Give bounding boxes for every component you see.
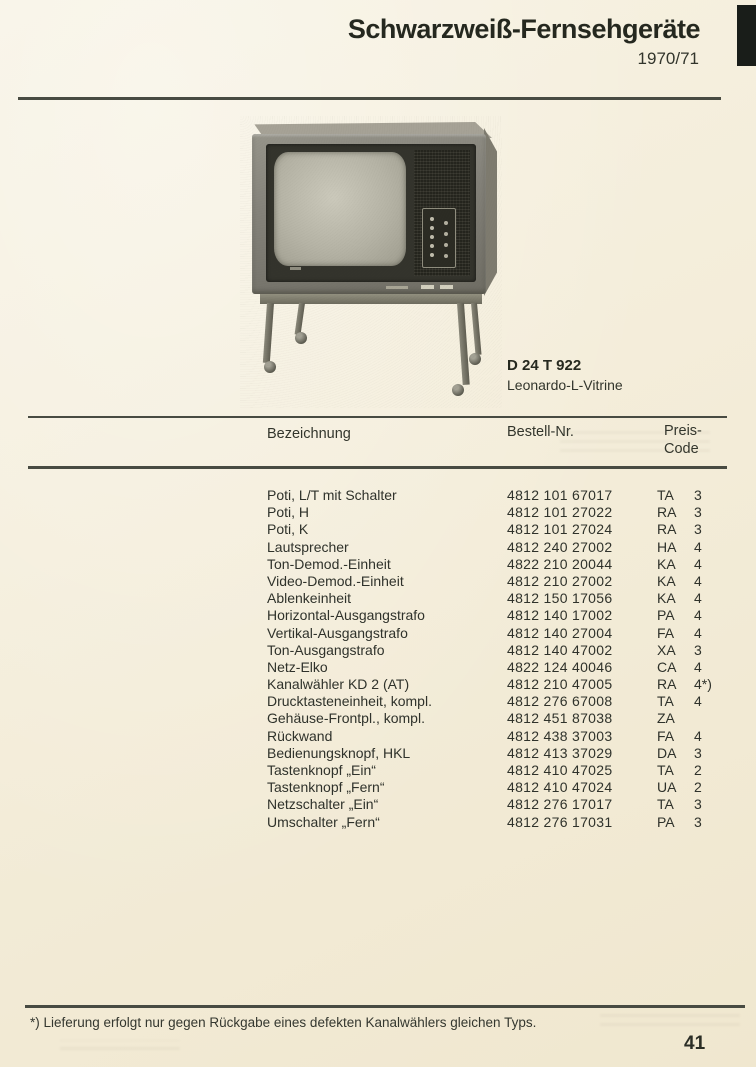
- footer-rule: [25, 1005, 745, 1008]
- price-code: TA: [657, 487, 674, 503]
- price-code: UA: [657, 779, 677, 796]
- order-number: 4812 101 27022: [507, 504, 613, 521]
- price-code-number: 4: [694, 607, 702, 624]
- order-number: 4812 451 87038: [507, 710, 613, 727]
- price-code-number: 3: [694, 521, 702, 538]
- part-name: Lautsprecher: [267, 538, 349, 555]
- part-name: Umschalter „Fern“: [267, 813, 380, 830]
- order-number: 4812 140 17002: [507, 607, 613, 624]
- order-number: 4812 150 17056: [507, 590, 613, 607]
- table-row: [267, 573, 732, 590]
- price-code: PA: [657, 607, 675, 624]
- table-row: [267, 607, 732, 624]
- price-code-number: 3: [694, 796, 702, 813]
- price-code: ZA: [657, 710, 675, 727]
- bleed-through-smudge: [600, 1014, 740, 1026]
- footnote: *) Lieferung erfolgt nur gegen Rückgabe eines defekten Kanalwählers gleichen Typs.: [30, 1015, 537, 1030]
- part-name: Rückwand: [267, 727, 333, 744]
- part-name: Vertikal-Ausgangstrafo: [267, 624, 408, 641]
- part-name: Gehäuse-Frontpl., kompl.: [267, 710, 425, 727]
- part-name: Ablenkeinheit: [267, 590, 352, 607]
- price-code-number: 4: [694, 693, 702, 710]
- price-code: DA: [657, 744, 677, 761]
- table-row: [267, 762, 732, 779]
- price-code-number: 4: [694, 538, 702, 555]
- tv-brand-mark: [386, 286, 408, 289]
- part-name: Horizontal-Ausgangstrafo: [267, 607, 425, 624]
- part-name: Poti, L/T mit Schalter: [267, 487, 397, 503]
- order-number: 4812 210 27002: [507, 572, 613, 589]
- price-code-number: 3: [694, 813, 702, 830]
- price-code-number: 4: [694, 727, 702, 744]
- price-code: CA: [657, 658, 677, 675]
- tv-product-photo: [240, 116, 502, 408]
- price-code-number: 4: [694, 555, 702, 572]
- tv-screen: [274, 152, 406, 266]
- stand-leg-back-left: [295, 303, 305, 336]
- table-top-rule: [28, 416, 727, 418]
- price-code: XA: [657, 641, 676, 658]
- part-name: Tastenknopf „Ein“: [267, 762, 376, 778]
- table-row: [267, 710, 732, 727]
- table-row: [267, 625, 732, 642]
- table-row: [267, 745, 732, 762]
- order-number: 4812 410 47024: [507, 779, 613, 796]
- page-title: Schwarzweiß-Fernsehgeräte: [347, 14, 700, 44]
- price-code-number: 4: [694, 590, 702, 607]
- column-header-order: Bestell-Nr.: [507, 424, 574, 440]
- tv-logo-mark: [290, 267, 301, 270]
- column-header-name: Bezeichnung: [267, 426, 351, 442]
- price-code-number: 2: [694, 762, 702, 778]
- model-number: D 24 T 922: [507, 357, 582, 374]
- price-code: KA: [657, 590, 676, 607]
- order-number: 4822 124 40046: [507, 658, 613, 675]
- price-code-number: 3: [694, 744, 702, 761]
- part-name: Tastenknopf „Fern“: [267, 779, 385, 796]
- bleed-through-smudge: [60, 1040, 180, 1050]
- price-code: FA: [657, 624, 675, 641]
- order-number: 4812 101 27024: [507, 521, 613, 538]
- table-row: [267, 659, 732, 676]
- stand-leg-front-right: [457, 303, 470, 385]
- order-number: 4822 210 20044: [507, 555, 613, 572]
- price-code-number: 3: [694, 641, 702, 658]
- price-code-number: 4: [694, 624, 702, 641]
- price-code-number: 3: [694, 504, 702, 521]
- column-header-price-line2: Code: [664, 441, 699, 457]
- parts-table: [267, 487, 732, 831]
- price-code: KA: [657, 572, 676, 589]
- column-header-price: [664, 422, 702, 458]
- edition-year: 1970/71: [637, 49, 699, 68]
- table-row: [267, 728, 732, 745]
- part-name: Kanalwähler KD 2 (AT): [267, 676, 410, 693]
- part-name: Ton-Demod.-Einheit: [267, 555, 391, 572]
- table-header-rule: [28, 466, 727, 469]
- order-number: 4812 276 17017: [507, 796, 613, 813]
- photo-caption: [507, 357, 623, 393]
- price-code: HA: [657, 538, 677, 555]
- table-row: [267, 676, 732, 693]
- stand-leg-front-left: [263, 303, 274, 363]
- tv-button-right: [440, 285, 453, 289]
- caster-wheel: [295, 332, 307, 344]
- index-tab-marker: [737, 5, 756, 66]
- price-code: TA: [657, 762, 674, 778]
- order-number: 4812 410 47025: [507, 762, 613, 778]
- model-variant: Leonardo-L-Vitrine: [507, 377, 623, 393]
- order-number: 4812 438 37003: [507, 727, 613, 744]
- table-row: [267, 556, 732, 573]
- order-number: 4812 276 67008: [507, 693, 613, 710]
- part-name: Poti, H: [267, 504, 310, 521]
- table-row: [267, 521, 732, 538]
- table-row: [267, 642, 732, 659]
- price-code: RA: [657, 504, 677, 521]
- table-row: [267, 796, 732, 813]
- part-name: Drucktasteneinheit, kompl.: [267, 693, 432, 710]
- tv-control-knobs: [430, 217, 434, 221]
- order-number: 4812 140 47002: [507, 641, 613, 658]
- table-row: [267, 693, 732, 710]
- order-number: 4812 210 47005: [507, 676, 613, 693]
- part-name: Poti, K: [267, 521, 309, 538]
- part-name: Bedienungsknopf, HKL: [267, 744, 411, 761]
- tv-button-left: [421, 285, 434, 289]
- price-code-number: 4: [694, 658, 702, 675]
- table-row: [267, 504, 732, 521]
- header-rule: [18, 97, 721, 100]
- order-number: 4812 276 17031: [507, 813, 613, 830]
- price-code-number: 4: [694, 572, 702, 589]
- page-number: 41: [684, 1033, 706, 1054]
- table-row: [267, 590, 732, 607]
- table-row: [267, 814, 732, 831]
- stand-leg-back-right: [471, 303, 482, 355]
- table-row: [267, 487, 732, 504]
- tv-control-plate: [422, 208, 456, 268]
- price-code-number: 4*): [694, 676, 712, 693]
- price-code: PA: [657, 813, 675, 830]
- part-name: Video-Demod.-Einheit: [267, 572, 404, 589]
- part-name: Ton-Ausgangstrafo: [267, 641, 385, 658]
- caster-wheel: [452, 384, 464, 396]
- part-name: Netz-Elko: [267, 658, 328, 675]
- column-header-price-line1: Preis-: [664, 423, 702, 439]
- price-code-number: 2: [694, 779, 702, 796]
- price-code: RA: [657, 521, 677, 538]
- price-code: FA: [657, 727, 675, 744]
- order-number: 4812 240 27002: [507, 538, 613, 555]
- stand-rail: [260, 294, 482, 304]
- table-row: [267, 779, 732, 796]
- order-number: 4812 413 37029: [507, 744, 613, 761]
- caster-wheel: [469, 353, 481, 365]
- price-code: TA: [657, 693, 674, 710]
- price-code: TA: [657, 796, 674, 813]
- order-number: 4812 140 27004: [507, 624, 613, 641]
- table-row: [267, 539, 732, 556]
- order-number: 4812 101 67017: [507, 487, 613, 503]
- part-name: Netzschalter „Ein“: [267, 796, 379, 813]
- caster-wheel: [264, 361, 276, 373]
- price-code: KA: [657, 555, 676, 572]
- price-code-number: 3: [694, 487, 702, 503]
- price-code: RA: [657, 676, 677, 693]
